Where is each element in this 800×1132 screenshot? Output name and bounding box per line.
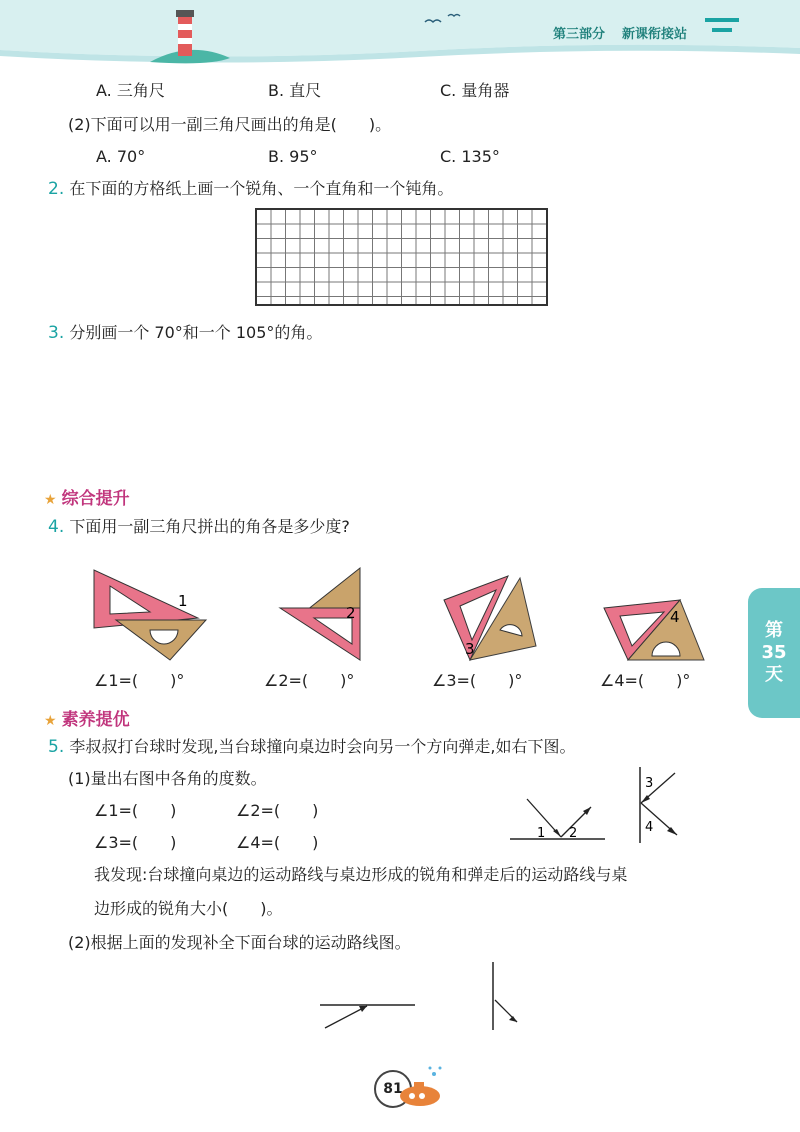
billiard-angle-3: 3 — [645, 776, 654, 791]
side-tab-line1: 第 — [765, 620, 783, 641]
submarine-icon — [396, 1062, 446, 1112]
q4-line — [48, 516, 350, 538]
q1-sub2-option-a: A. 70° — [96, 147, 146, 166]
q5-angle-1[interactable]: ∠1=( ) — [94, 801, 177, 820]
lighthouse-icon — [178, 16, 192, 56]
q3-number: 3. — [48, 323, 65, 343]
q4-answer-2[interactable]: ∠2=( )° — [264, 671, 355, 690]
billiard-reflection-figure — [505, 765, 695, 855]
q5-finding-line1: 我发现:台球撞向桌边的运动路线与桌边形成的锐角和弹走后的运动路线与桌 — [94, 865, 628, 884]
q4-number: 4. — [48, 517, 65, 537]
q2-text: 在下面的方格纸上画一个锐角、一个直角和一个钝角。 — [69, 179, 454, 198]
q1-sub2-option-c: C. 135° — [440, 147, 500, 166]
q5-angle-2[interactable]: ∠2=( ) — [236, 801, 319, 820]
day-side-tab — [748, 588, 800, 718]
star-icon: ★ — [44, 713, 57, 729]
q2-line — [48, 178, 453, 200]
billiard-angle-2: 2 — [569, 826, 578, 841]
q5-angle-3[interactable]: ∠3=( ) — [94, 833, 177, 852]
header-title: 新课衔接站 — [622, 27, 688, 42]
q5-finding-line2: 边形成的锐角大小( )。 — [94, 899, 283, 918]
q1-option-a: A. 三角尺 — [96, 81, 165, 100]
star-icon: ★ — [44, 492, 57, 508]
section-title-2: 素养提优 — [61, 710, 130, 730]
q1-option-c: C. 量角器 — [440, 81, 510, 100]
q4-text: 下面用一副三角尺拼出的角各是多少度? — [69, 517, 350, 536]
q1-option-b: B. 直尺 — [268, 81, 322, 100]
section-heading-1 — [44, 484, 130, 509]
q5-sub1: (1)量出右图中各角的度数。 — [68, 769, 267, 788]
q1-sub2: (2)下面可以用一副三角尺画出的角是( )。 — [68, 115, 392, 134]
q1-sub2-option-b: B. 95° — [268, 147, 318, 166]
triangle-ruler-figure-1 — [94, 570, 206, 660]
side-tab-line3: 天 — [765, 664, 783, 685]
q5-text: 李叔叔打台球时发现,当台球撞向桌边时会向另一个方向弹走,如右下图。 — [69, 737, 576, 756]
page-number: 81 — [374, 1070, 412, 1108]
angle-mark-2: 2 — [346, 604, 356, 622]
billiard-angle-4: 4 — [645, 820, 654, 835]
q5-sub2: (2)根据上面的发现补全下面台球的运动路线图。 — [68, 933, 411, 952]
q3-line — [48, 322, 322, 344]
q5-line — [48, 736, 576, 758]
angle-mark-1: 1 — [178, 592, 188, 610]
header-part: 第三部分 — [553, 27, 606, 42]
section-heading-2 — [44, 705, 130, 730]
side-tab-line2: 35 — [761, 642, 787, 663]
q3-text: 分别画一个 70°和一个 105°的角。 — [69, 323, 323, 342]
billiard-angle-1: 1 — [537, 826, 546, 841]
q2-number: 2. — [48, 179, 65, 199]
triangle-rulers-figures — [80, 560, 720, 670]
q5-number: 5. — [48, 737, 65, 757]
angle-mark-3: 3 — [465, 640, 475, 658]
grid-paper[interactable] — [255, 208, 548, 306]
triangle-ruler-figure-4 — [604, 600, 704, 660]
q3-drawing-area[interactable] — [60, 352, 700, 472]
section-title-1: 综合提升 — [61, 489, 130, 509]
q4-answer-4[interactable]: ∠4=( )° — [600, 671, 691, 690]
q5-angle-4[interactable]: ∠4=( ) — [236, 833, 319, 852]
triangle-ruler-figure-3 — [444, 576, 536, 660]
angle-mark-4: 4 — [670, 608, 680, 626]
q4-answer-1[interactable]: ∠1=( )° — [94, 671, 185, 690]
q4-answer-3[interactable]: ∠3=( )° — [432, 671, 523, 690]
billiard-completion-figures[interactable] — [315, 958, 535, 1038]
